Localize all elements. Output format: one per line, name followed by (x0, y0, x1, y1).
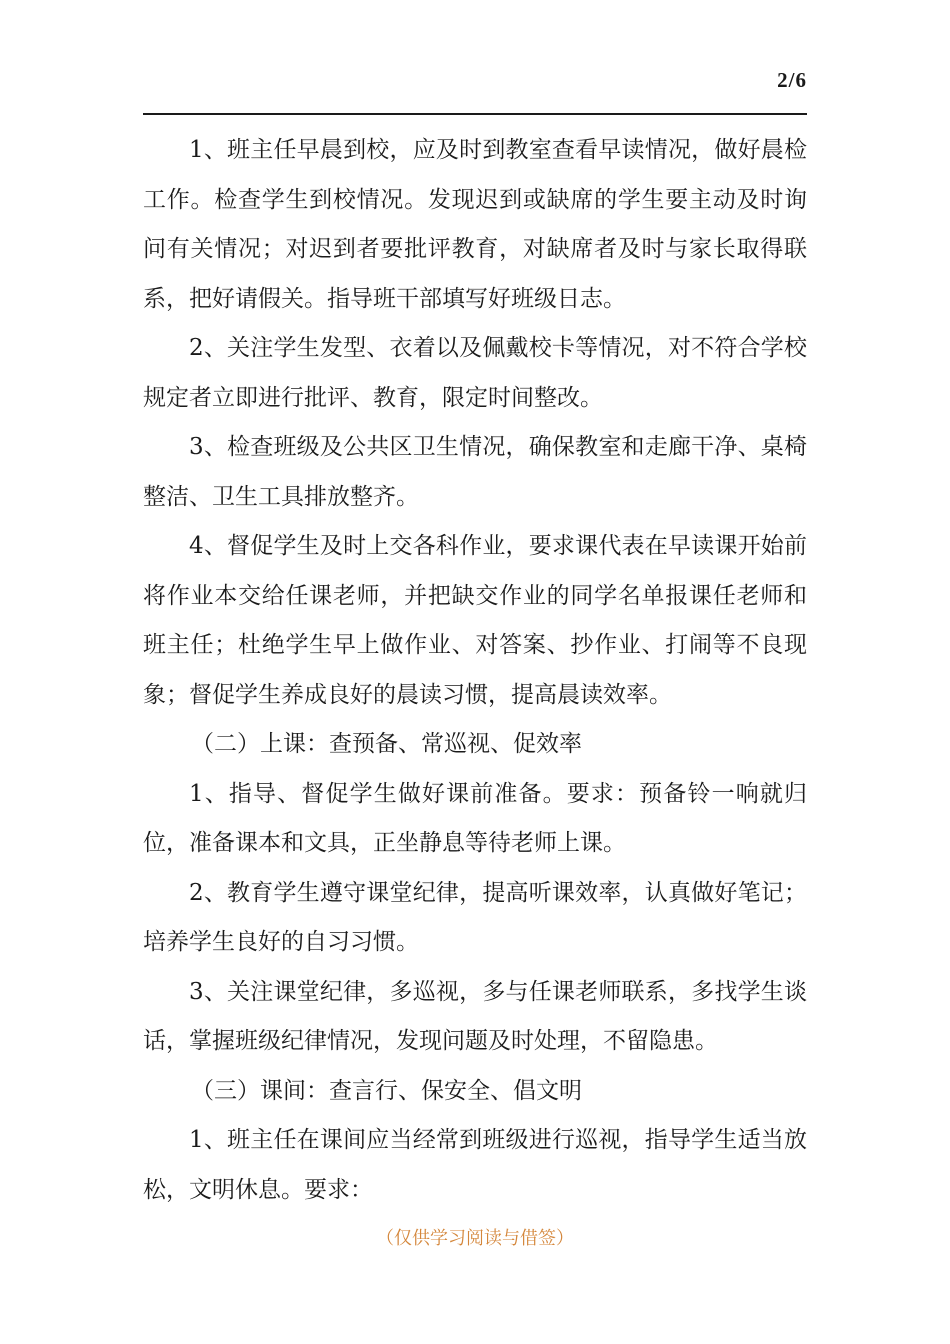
section-heading: （二）上课：查预备、常巡视、促效率 (191, 731, 582, 757)
paragraph: 1、班主任在课间应当经常到班级进行巡视，指导学生适当放松，文明休息。要求： (143, 1127, 807, 1203)
paragraph: 4、督促学生及时上交各科作业，要求课代表在早读课开始前将作业本交给任课老师，并把缺交作业的同学名单报课任老师和班主任；杜绝学生早上做作业、对答案、抄作业、打闹等不良现象；督促学生养成良好的晨读习惯，提高晨读效率。 (143, 533, 807, 708)
paragraph: 1、班主任早晨到校，应及时到教室查看早读情况，做好晨检工作。检查学生到校情况。发现迟到或缺席的学生要主动及时询问有关情况；对迟到者要批评教育，对缺席者及时与家长取得联系，把好请假关。指导班干部填写好班级日志。 (143, 137, 807, 312)
paragraph: 3、检查班级及公共区卫生情况，确保教室和走廊干净、桌椅整洁、卫生工具排放整齐。 (143, 434, 807, 510)
paragraph: 3、关注课堂纪律，多巡视，多与任课老师联系，多找学生谈话，掌握班级纪律情况，发现问题及时处理，不留隐患。 (143, 978, 807, 1054)
paragraph: 2、教育学生遵守课堂纪律，提高听课效率，认真做好笔记；培养学生良好的自习习惯。 (143, 879, 807, 955)
page-number: 2/6 (777, 68, 807, 92)
section-heading: （三）课间：查言行、保安全、倡文明 (191, 1077, 582, 1104)
document-body (143, 126, 807, 1215)
header-divider (143, 113, 807, 115)
footer-note: （仅供学习阅读与借签） (376, 1228, 574, 1249)
paragraph: 2、关注学生发型、衣着以及佩戴校卡等情况，对不符合学校规定者立即进行批评、教育，限定时间整改。 (143, 335, 807, 411)
paragraph: 1、指导、督促学生做好课前准备。要求：预备铃一响就归位，准备课本和文具，正坐静息等待老师上课。 (143, 780, 807, 856)
